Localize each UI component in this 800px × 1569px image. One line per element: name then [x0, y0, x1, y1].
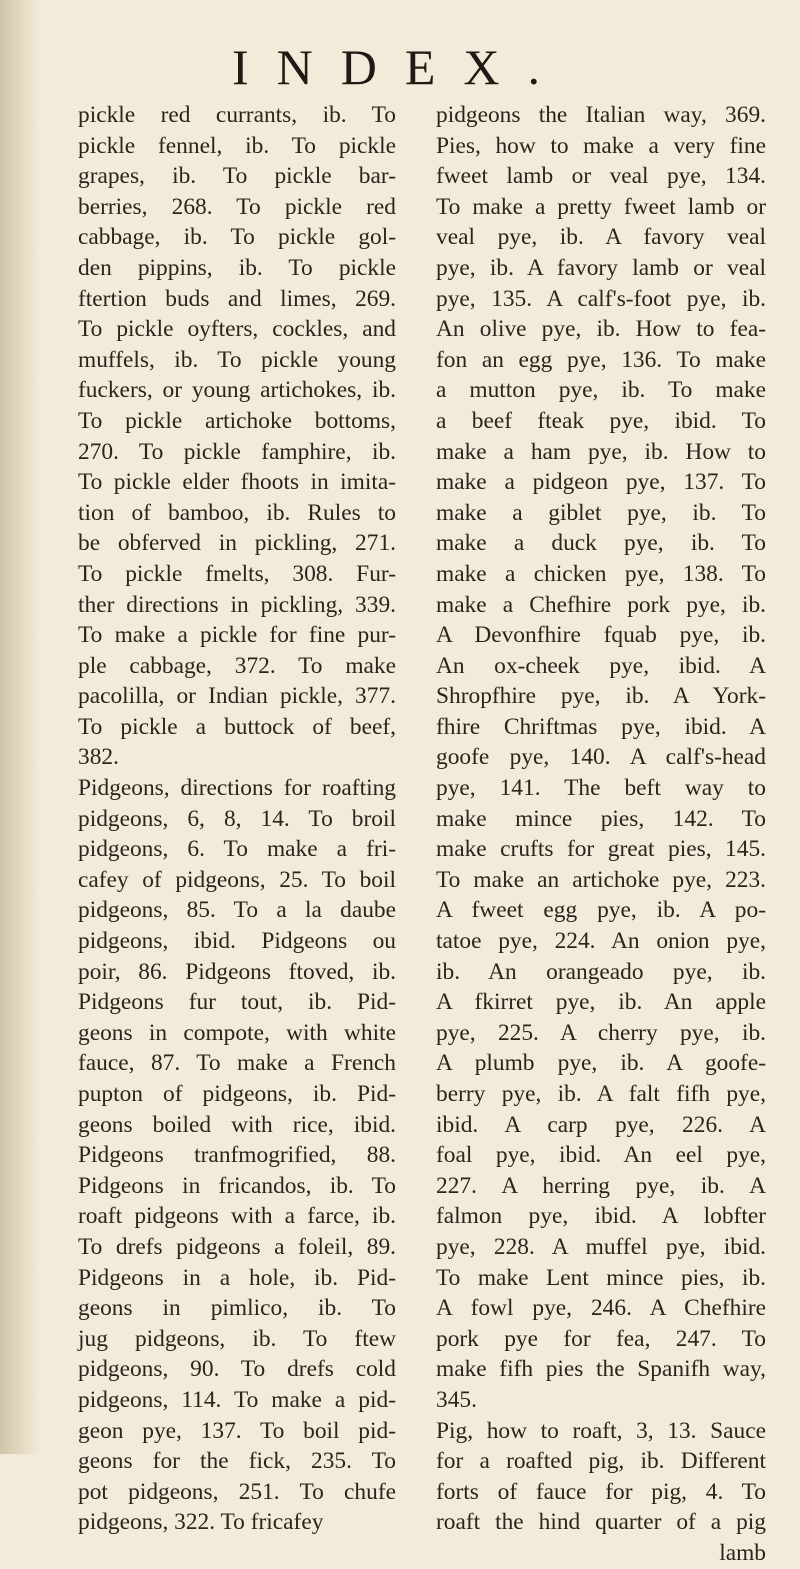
- index-line: den pippins, ib. To pickle: [78, 254, 396, 281]
- index-line: Pidgeons fur tout, ib. Pid-: [78, 989, 396, 1016]
- index-line: jug pidgeons, ib. To ftew: [78, 1325, 396, 1352]
- index-line: fweet lamb or veal pye, 134.: [436, 163, 766, 190]
- index-line: pacolilla, or Indian pickle, 377.: [78, 683, 396, 710]
- index-line: muffels, ib. To pickle young: [78, 346, 396, 373]
- index-line: A fweet egg pye, ib. A po-: [436, 897, 766, 924]
- index-line: make a ham pye, ib. How to: [436, 438, 766, 465]
- index-line: 270. To pickle famphire, ib.: [78, 438, 396, 465]
- index-line: a beef fteak pye, ibid. To: [436, 407, 766, 434]
- index-line: geons in pimlico, ib. To: [78, 1295, 396, 1322]
- index-line: make a Chefhire pork pye, ib.: [436, 591, 766, 618]
- index-line: make fifh pies the Spanifh way,: [436, 1356, 766, 1383]
- index-line: ib. An orangeado pye, ib.: [436, 958, 766, 985]
- index-line: pidgeons, 322. To fricafey: [78, 1509, 324, 1536]
- index-line: pot pidgeons, 251. To chufe: [78, 1478, 396, 1505]
- index-line: pye, ib. A favory lamb or veal: [436, 254, 766, 281]
- index-line: a mutton pye, ib. To make: [436, 377, 766, 404]
- index-line: roaft pidgeons with a farce, ib.: [78, 1203, 396, 1230]
- index-line: be obferved in pickling, 271.: [78, 530, 396, 557]
- index-line: cabbage, ib. To pickle gol-: [78, 224, 396, 251]
- index-line: 382.: [78, 744, 119, 771]
- index-line: pye, 135. A calf's-foot pye, ib.: [436, 285, 766, 312]
- index-line: berries, 268. To pickle red: [78, 193, 396, 220]
- index-line: make a chicken pye, 138. To: [436, 560, 766, 587]
- index-line: make a duck pye, ib. To: [436, 530, 766, 557]
- index-line: make mince pies, 142. To: [436, 805, 766, 832]
- index-line: To make Lent mince pies, ib.: [436, 1264, 766, 1291]
- index-line: geon pye, 137. To boil pid-: [78, 1417, 396, 1444]
- index-line: pye, 228. A muffel pye, ibid.: [436, 1233, 766, 1260]
- index-line: pidgeons, 85. To a la daube: [78, 897, 396, 924]
- index-line: pupton of pidgeons, ib. Pid-: [78, 1081, 396, 1107]
- index-line: To pickle oyfters, cockles, and: [78, 316, 396, 343]
- index-line: pye, 141. The beft way to: [436, 775, 766, 802]
- index-line: Pig, how to roaft, 3, 13. Sauce: [436, 1417, 766, 1444]
- page-header: INDEX.: [231, 39, 569, 95]
- index-line: pidgeons, 6, 8, 14. To broil: [78, 805, 396, 832]
- index-line: A fowl pye, 246. A Chefhire: [436, 1295, 766, 1322]
- index-line: 227. A herring pye, ib. A: [436, 1172, 766, 1199]
- right-column: [436, 100, 766, 1569]
- index-line: ftertion buds and limes, 269.: [78, 285, 396, 312]
- index-line: fhire Chriftmas pye, ibid. A: [436, 713, 766, 740]
- index-line: An ox-cheek pye, ibid. A: [436, 652, 766, 679]
- index-line: pickle red currants, ib. To: [78, 102, 396, 128]
- index-line: Shropfhire pye, ib. A York-: [436, 683, 766, 710]
- index-line: berry pye, ib. A falt fifh pye,: [436, 1081, 766, 1107]
- index-line: make a pidgeon pye, 137. To: [436, 469, 766, 496]
- index-line: ple cabbage, 372. To make: [78, 652, 396, 679]
- index-line: goofe pye, 140. A calf's-head: [436, 744, 766, 771]
- left-column: [78, 100, 396, 1538]
- index-line: fauce, 87. To make a French: [78, 1050, 396, 1077]
- index-line: ther directions in pickling, 339.: [78, 591, 396, 618]
- index-line: pidgeons, 114. To make a pid-: [78, 1386, 396, 1413]
- index-line: fon an egg pye, 136. To make: [436, 346, 766, 373]
- index-line: for a roafted pig, ib. Different: [436, 1448, 766, 1475]
- index-line: ibid. A carp pye, 226. A: [436, 1111, 766, 1138]
- index-line: Pidgeons tranfmogrified, 88.: [78, 1142, 396, 1169]
- index-line: To drefs pidgeons a foleil, 89.: [78, 1233, 396, 1260]
- index-line: pye, 225. A cherry pye, ib.: [436, 1019, 766, 1046]
- index-line: cafey of pidgeons, 25. To boil: [78, 866, 396, 893]
- index-line: A Devonfhire fquab pye, ib.: [436, 622, 766, 649]
- index-line: make a giblet pye, ib. To: [436, 499, 766, 526]
- index-line: An olive pye, ib. How to fea-: [436, 316, 766, 343]
- index-line: fuckers, or young artichokes, ib.: [78, 377, 396, 404]
- page-gutter-shadow: [0, 0, 40, 1454]
- index-line: geons in compote, with white: [78, 1019, 396, 1046]
- index-line: forts of fauce for pig, 4. To: [436, 1478, 766, 1505]
- index-line: geons boiled with rice, ibid.: [78, 1111, 396, 1138]
- index-line: pork pye for fea, 247. To: [436, 1325, 766, 1352]
- index-line: roaft the hind quarter of a pig: [436, 1509, 766, 1536]
- index-line: To pickle a buttock of beef,: [78, 713, 396, 740]
- index-line: Pidgeons, directions for roafting: [78, 775, 396, 802]
- index-line: To pickle fmelts, 308. Fur-: [78, 560, 396, 587]
- index-line: Pidgeons in fricandos, ib. To: [78, 1172, 396, 1199]
- index-line: A fkirret pye, ib. An apple: [436, 989, 766, 1016]
- index-line: A plumb pye, ib. A goofe-: [436, 1050, 766, 1077]
- index-line: Pies, how to make a very fine: [436, 132, 766, 159]
- index-line: veal pye, ib. A favory veal: [436, 224, 766, 251]
- index-line: To pickle artichoke bottoms,: [78, 407, 396, 434]
- index-line: pidgeons, ibid. Pidgeons ou: [78, 928, 396, 955]
- index-line: Pidgeons in a hole, ib. Pid-: [78, 1264, 396, 1291]
- index-line: tion of bamboo, ib. Rules to: [78, 499, 396, 526]
- index-line: 345.: [436, 1386, 477, 1413]
- index-line: To make a pretty fweet lamb or: [436, 193, 766, 220]
- index-line: make crufts for great pies, 145.: [436, 836, 766, 863]
- index-line: To make a pickle for fine pur-: [78, 622, 396, 649]
- index-line: foal pye, ibid. An eel pye,: [436, 1142, 766, 1169]
- index-line: falmon pye, ibid. A lobfter: [436, 1203, 766, 1230]
- index-line: To make an artichoke pye, 223.: [436, 866, 766, 893]
- index-line: pidgeons, 6. To make a fri-: [78, 836, 396, 863]
- index-line: To pickle elder fhoots in imita-: [78, 469, 396, 496]
- index-line: tatoe pye, 224. An onion pye,: [436, 928, 766, 955]
- index-line: lamb: [719, 1539, 766, 1566]
- index-line: geons for the fick, 235. To: [78, 1448, 396, 1475]
- index-line: grapes, ib. To pickle bar-: [78, 163, 396, 190]
- index-line: pidgeons the Italian way, 369.: [436, 102, 766, 128]
- index-line: poir, 86. Pidgeons ftoved, ib.: [78, 958, 396, 985]
- index-line: pickle fennel, ib. To pickle: [78, 132, 396, 159]
- index-line: pidgeons, 90. To drefs cold: [78, 1356, 396, 1383]
